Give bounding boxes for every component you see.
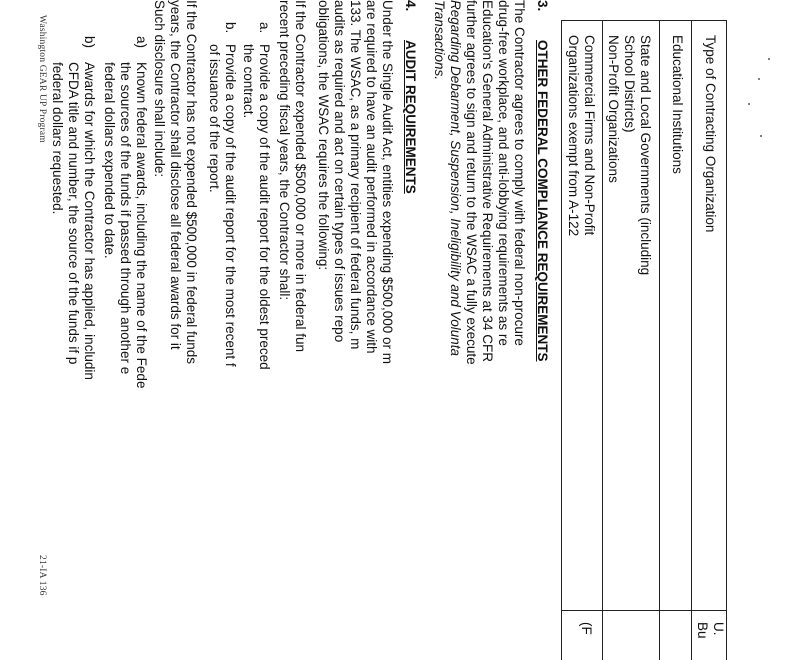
table-header-right: U. <box>711 622 726 636</box>
scan-speck <box>758 78 760 80</box>
item-2b-label: b) <box>82 36 97 49</box>
scan-speck <box>768 58 770 60</box>
section-3-heading: OTHER FEDERAL COMPLIANCE REQUIREMENTS <box>535 40 550 362</box>
item-a-label: a. <box>257 22 272 34</box>
section-3-italic-1: Regarding Debarment, Suspension, Ineligibility and Volunta <box>448 0 463 356</box>
section-4-p1-line-5: obligations, the WSAC requires the following: <box>316 0 331 271</box>
table-row-commercial: Commercial Firms and Non-Profit <box>582 35 597 236</box>
footer-program: Washington GEAR UP Program <box>37 15 47 143</box>
section-4-p2-line-2: recent preceding fiscal years, the Contractor shall: <box>277 0 292 301</box>
section-4-p3-line-2: years, the Contractor shall disclose all federal awards for it <box>168 0 183 350</box>
section-4-p1-line-2: are required to have an audit performed in accordance with <box>364 0 379 354</box>
item-2a-line-1: Known federal awards, including the name of the Fede <box>134 62 149 389</box>
section-4-p1-line-4: audits as required and act on certain types of issues repo <box>332 0 347 343</box>
rotated-document <box>30 0 730 640</box>
section-3-italic-2: Transactions. <box>432 0 447 81</box>
item-a-line-1: Provide a copy of the audit report for the oldest preced <box>257 44 272 370</box>
section-3-line-2: drug-free workplace, and anti-lobbying requirements as re <box>496 0 511 346</box>
table-row-state-local-2: School Districts) <box>622 35 637 133</box>
item-2b-line-1: Awards for which the Contractor has applied, includin <box>82 62 97 380</box>
table-row-commercial-2: Organizations exempt from A-122 <box>566 35 581 237</box>
table-row-nonprofit: Non-Profit Organizations <box>606 35 621 183</box>
item-b-line-2: of issuance of the report. <box>207 44 222 193</box>
table-header-right-2: Bu <box>695 622 710 639</box>
scan-speck <box>760 135 762 137</box>
item-2b-line-2: CFDA title and number, the source of the funds if p <box>66 62 81 365</box>
section-4-p1-line-1: Under the Single Audit Act, entities expending $500,000 or m <box>380 0 395 364</box>
item-2a-line-3: federal dollars expended to date. <box>102 62 117 259</box>
section-3-line-3: Education's General Administrative Requirements at 34 CFR <box>480 0 495 362</box>
table-row-state-local: State and Local Governments (including <box>638 35 653 276</box>
section-4-number: 4. <box>403 0 418 12</box>
table-row-commercial-right: (F <box>579 622 594 635</box>
section-4-p1-line-3: 133. The WSAC, as a primary recipient of federal funds, m <box>348 0 363 350</box>
scan-speck <box>748 103 750 105</box>
item-b-label: b. <box>223 22 238 34</box>
table-header-type: Type of Contracting Organization <box>703 35 718 233</box>
item-2b-line-3: federal dollars requested. <box>50 62 65 215</box>
footer-page-ref: 21-IA 136 <box>37 555 47 596</box>
item-2a-line-2: the sources of the funds if passed through another e <box>118 62 133 375</box>
item-2a-label: a) <box>134 36 149 49</box>
item-a-line-2: the contract. <box>241 44 256 119</box>
table-row-educational: Educational Institutions <box>670 35 685 174</box>
section-4-p3-line-3: Such disclosure shall include: <box>152 0 167 178</box>
section-3-number: 3. <box>535 0 550 12</box>
item-b-line-1: Provide a copy of the audit report for the most recent f <box>223 44 238 367</box>
section-3-line-1: The Contractor agrees to comply with federal non-procure <box>512 0 527 346</box>
section-3-line-4: further agrees to sign and return to the WSAC a fully execute <box>464 0 479 365</box>
section-4-heading: AUDIT REQUIREMENTS <box>403 40 418 194</box>
section-4-p2-line-1: If the Contractor expended $500,000 or more in federal fun <box>293 0 308 352</box>
section-4-p3-line-1: If the Contractor has not expended $500,000 in federal funds <box>184 0 199 365</box>
